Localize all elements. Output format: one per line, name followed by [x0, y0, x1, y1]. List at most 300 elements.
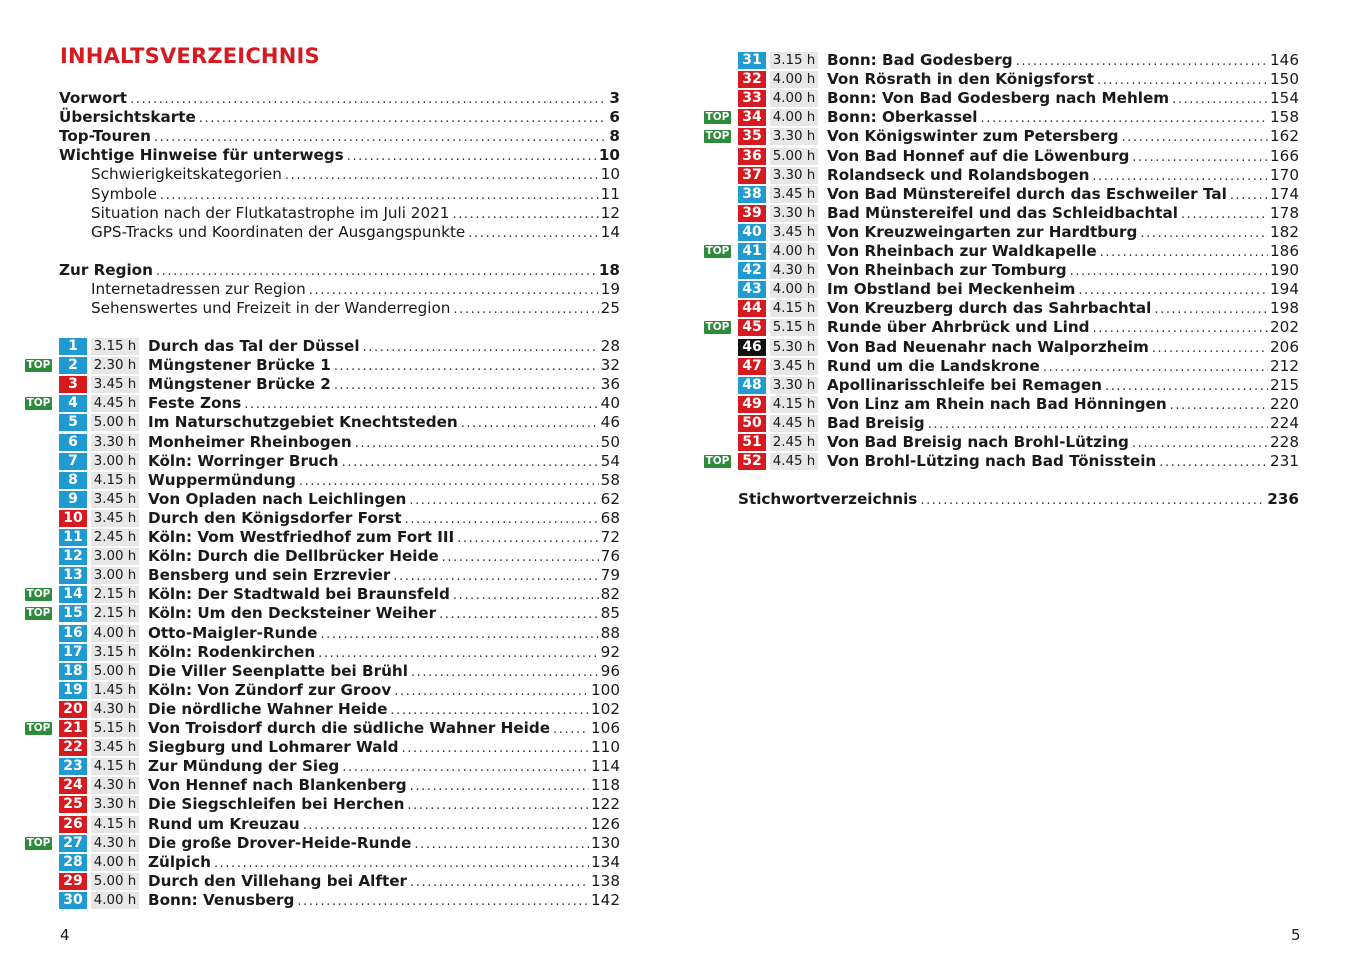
tour-line: [827, 51, 1299, 70]
tour-line: [148, 452, 620, 471]
tour-number: 27: [59, 835, 87, 852]
tour-number: 22: [59, 739, 87, 756]
dot-leader: [928, 415, 1268, 434]
toc-entry-title: Stichwortverzeichnis: [738, 490, 918, 508]
tour-page: 100: [591, 680, 620, 699]
tour-page: 228: [1270, 433, 1299, 451]
dot-leader: [394, 682, 589, 701]
tour-page: 96: [600, 661, 620, 680]
tour-duration: 3.30 h: [91, 796, 139, 813]
toc-entry-title: Situation nach der Flutkatastrophe im Juli 2021: [91, 203, 450, 222]
tour-line: [827, 299, 1299, 318]
tour-title: Bonn: Von Bad Godesberg nach Mehlem: [827, 89, 1170, 108]
tour-page: 32: [600, 356, 620, 375]
tour-line: [148, 585, 620, 604]
tour-number: 4: [59, 395, 87, 412]
dot-leader: [1170, 396, 1268, 415]
tour-duration: 2.45 h: [770, 434, 818, 451]
dot-leader: [1152, 339, 1268, 358]
tour-entry: [0, 433, 620, 452]
dot-leader: [334, 376, 599, 395]
dot-leader: [411, 663, 599, 682]
tour-number: 13: [59, 567, 87, 584]
tour-number: 30: [59, 892, 87, 909]
dot-leader: [1070, 262, 1268, 281]
tour-duration: 3.30 h: [91, 434, 139, 451]
tour-line: [827, 395, 1299, 414]
toc-entry-page: 10: [600, 165, 620, 184]
tour-page: 62: [600, 489, 620, 508]
dot-leader: [402, 739, 589, 758]
dot-leader: [285, 166, 599, 185]
tour-page: 166: [1270, 146, 1299, 165]
tour-entry: [680, 395, 1299, 414]
tour-duration: 5.00 h: [91, 663, 139, 680]
tour-page: 82: [600, 585, 620, 604]
tour-title: Durch das Tal der Düssel: [148, 337, 360, 355]
tour-line: [148, 757, 620, 776]
tour-number: 12: [59, 548, 87, 565]
tour-number: 33: [738, 90, 766, 107]
tour-page: 50: [600, 432, 620, 451]
toc-entry-page: 14: [600, 222, 620, 241]
tour-entry: [0, 795, 620, 814]
tour-page: 76: [600, 547, 620, 566]
tour-entry: [0, 853, 620, 872]
tour-page: 102: [591, 699, 620, 718]
tour-duration: 3.45 h: [91, 376, 139, 393]
tour-page: 198: [1270, 299, 1299, 318]
right-page: [680, 0, 1359, 969]
tour-title: Köln: Um den Decksteiner Weiher: [148, 604, 437, 623]
tour-entry: [0, 719, 620, 738]
tour-number: 24: [59, 777, 87, 794]
tour-duration: 4.15 h: [770, 300, 818, 317]
tour-number: 35: [738, 128, 766, 145]
toc-entry: [738, 490, 1299, 509]
tour-title: Von Brohl-Lützing nach Bad Tönisstein: [827, 452, 1157, 471]
toc-entry-page: 25: [600, 299, 620, 318]
tour-line: [827, 376, 1299, 395]
dot-leader: [244, 395, 598, 414]
tour-title: Bonn: Oberkassel: [827, 108, 978, 127]
tour-entry: [680, 452, 1299, 471]
tour-page: 114: [591, 757, 620, 776]
dot-leader: [1140, 224, 1268, 243]
tour-number: 6: [59, 434, 87, 451]
toc-entry: [59, 108, 620, 127]
tour-page: 224: [1270, 413, 1299, 432]
tour-page: 28: [600, 337, 620, 355]
dot-leader: [390, 701, 589, 720]
tour-line: [827, 166, 1299, 185]
tour-duration: 4.30 h: [91, 701, 139, 718]
tour-entry: [0, 528, 620, 547]
tour-number: 47: [738, 358, 766, 375]
tour-entry: [0, 624, 620, 643]
tour-title: Zur Mündung der Sieg: [148, 757, 340, 776]
tour-page: 190: [1270, 261, 1299, 280]
dot-leader: [1092, 167, 1268, 186]
tour-page: 220: [1270, 394, 1299, 413]
tour-duration: 2.30 h: [91, 357, 139, 374]
dot-leader: [130, 90, 607, 109]
tour-title: Die große Drover-Heide-Runde: [148, 833, 412, 852]
tour-number: 36: [738, 148, 766, 165]
toc-entry-title: Sehenswertes und Freizeit in der Wanderregion: [91, 299, 451, 318]
tour-duration: 4.00 h: [770, 243, 818, 260]
tour-number: 7: [59, 453, 87, 470]
tour-duration: 3.30 h: [770, 167, 818, 184]
top-badge: TOP: [26, 722, 51, 734]
dot-leader: [1043, 358, 1268, 377]
tour-title: Köln: Worringer Bruch: [148, 451, 339, 470]
toc-entry-page: 18: [598, 261, 620, 279]
tour-line: [148, 738, 620, 757]
tour-page: 58: [600, 470, 620, 489]
tour-line: [148, 375, 620, 394]
tour-line: [148, 433, 620, 452]
tour-number: 38: [738, 186, 766, 203]
tour-page: 150: [1270, 70, 1299, 89]
tour-line: [148, 490, 620, 509]
tour-entry: [0, 413, 620, 432]
tour-duration: 5.00 h: [91, 414, 139, 431]
tour-duration: 4.15 h: [91, 472, 139, 489]
tour-line: [148, 528, 620, 547]
tour-duration: 3.45 h: [91, 510, 139, 527]
tour-duration: 3.45 h: [91, 739, 139, 756]
dot-leader: [1100, 243, 1268, 262]
tour-title: Müngstener Brücke 2: [148, 375, 331, 394]
dot-leader: [1105, 377, 1268, 396]
tour-duration: 3.15 h: [770, 52, 818, 69]
tour-title: Durch den Königsdorfer Forst: [148, 508, 402, 527]
tour-line: [148, 681, 620, 700]
tour-number: 1: [59, 338, 87, 355]
tour-duration: 4.00 h: [770, 71, 818, 88]
tour-number: 16: [59, 625, 87, 642]
dot-leader: [920, 491, 1265, 510]
top-badge: TOP: [26, 397, 51, 410]
dot-leader: [1016, 52, 1268, 71]
tour-page: 174: [1270, 184, 1299, 203]
dot-leader: [1093, 319, 1268, 338]
tour-duration: 3.00 h: [91, 567, 139, 584]
tour-duration: 4.00 h: [770, 90, 818, 107]
tour-entry: [680, 185, 1299, 204]
tour-page: 162: [1270, 127, 1299, 146]
top-badge: TOP: [705, 111, 730, 124]
top-badge: TOP: [705, 245, 730, 257]
toc-entry-title: Internetadressen zur Region: [91, 280, 306, 299]
tour-page: 92: [600, 642, 620, 661]
dot-leader: [1132, 148, 1268, 167]
tour-title: Von Troisdorf durch die südliche Wahner Heide: [148, 719, 551, 737]
tour-title: Von Bad Neuenahr nach Walporzheim: [827, 337, 1149, 356]
tour-number: 32: [738, 71, 766, 88]
tour-line: [148, 394, 620, 413]
tour-title: Die nördliche Wahner Heide: [148, 699, 388, 718]
tour-title: Von Kreuzberg durch das Sahrbachtal: [827, 299, 1152, 318]
dot-leader: [1132, 434, 1268, 453]
tour-entry: [0, 566, 620, 585]
tour-title: Von Rheinbach zur Tomburg: [827, 261, 1067, 280]
page-number-left: 4: [60, 926, 70, 944]
tour-title: Von Rheinbach zur Waldkapelle: [827, 242, 1097, 260]
tour-line: [827, 127, 1299, 146]
tour-title: Von Kreuzweingarten zur Hardtburg: [827, 222, 1138, 241]
tour-duration: 4.15 h: [91, 758, 139, 775]
tour-title: Von Königswinter zum Petersberg: [827, 127, 1119, 146]
dot-leader: [320, 625, 598, 644]
tour-entry: [680, 357, 1299, 376]
toc-entry-title: Zur Region: [59, 261, 153, 279]
toc-entry-page: 8: [609, 127, 620, 146]
tour-page: 85: [600, 604, 620, 623]
tour-entry: [680, 147, 1299, 166]
tour-entry: [680, 242, 1299, 261]
tour-title: Apollinarisschleife bei Remagen: [827, 375, 1102, 394]
tour-duration: 4.45 h: [770, 415, 818, 432]
tour-line: [148, 509, 620, 528]
tour-number: 41: [738, 243, 766, 260]
tour-title: Von Rösrath in den Königsforst: [827, 70, 1094, 89]
tour-entry: [680, 280, 1299, 299]
tour-page: 54: [600, 451, 620, 470]
tour-duration: 3.15 h: [91, 338, 139, 355]
tour-line: [827, 223, 1299, 242]
dot-leader: [439, 605, 599, 624]
toc-entry: [59, 261, 620, 280]
tour-line: [827, 433, 1299, 452]
tour-number: 29: [59, 873, 87, 890]
dot-leader: [297, 892, 589, 911]
tour-title: Köln: Rodenkirchen: [148, 642, 316, 661]
tour-duration: 5.15 h: [770, 319, 818, 336]
tour-entry: [0, 394, 620, 413]
tour-page: 154: [1270, 89, 1299, 108]
tour-duration: 3.30 h: [770, 205, 818, 222]
tour-line: [827, 185, 1299, 204]
dot-leader: [299, 472, 599, 491]
tour-number: 39: [738, 205, 766, 222]
dot-leader: [355, 434, 599, 453]
dot-leader: [442, 548, 599, 567]
toc-entry-title: Schwierigkeitskategorien: [91, 165, 282, 184]
tour-number: 26: [59, 816, 87, 833]
tour-page: 130: [591, 833, 620, 852]
tour-duration: 2.15 h: [91, 605, 139, 622]
tour-line: [148, 662, 620, 681]
tour-page: 186: [1270, 242, 1299, 260]
toc-entry-page: 6: [609, 108, 620, 127]
dot-leader: [154, 128, 608, 147]
tour-entry: [680, 376, 1299, 395]
tour-title: Von Bad Breisig nach Brohl-Lützing: [827, 433, 1129, 451]
tour-number: 28: [59, 854, 87, 871]
tour-line: [148, 643, 620, 662]
tour-line: [827, 242, 1299, 261]
tour-page: 40: [600, 394, 620, 413]
tour-number: 43: [738, 281, 766, 298]
tour-page: 88: [600, 623, 620, 642]
tour-entry: [680, 127, 1299, 146]
tour-number: 3: [59, 376, 87, 393]
tour-number: 14: [59, 586, 87, 603]
tour-entry: [0, 681, 620, 700]
tour-number: 25: [59, 796, 87, 813]
tour-line: [827, 108, 1299, 127]
tour-line: [827, 318, 1299, 337]
dot-leader: [414, 835, 589, 854]
tour-page: 79: [600, 566, 620, 585]
tour-entry: [0, 509, 620, 528]
tour-number: 11: [59, 529, 87, 546]
tour-duration: 3.45 h: [770, 186, 818, 203]
dot-leader: [453, 300, 598, 319]
tour-line: [827, 261, 1299, 280]
tour-entry: [680, 299, 1299, 318]
tour-page: 46: [600, 413, 620, 432]
top-badge: TOP: [705, 455, 730, 468]
tour-title: Bonn: Venusberg: [148, 890, 295, 909]
tour-line: [827, 89, 1299, 108]
tour-line: [148, 891, 620, 910]
tour-title: Von Hennef nach Blankenberg: [148, 776, 407, 795]
dot-leader: [407, 796, 589, 815]
tour-duration: 4.30 h: [770, 262, 818, 279]
toc-entry-title: Vorwort: [59, 89, 128, 107]
tour-page: 170: [1270, 165, 1299, 184]
tour-page: 68: [600, 508, 620, 527]
dot-leader: [303, 816, 589, 835]
tour-title: Die Siegschleifen bei Herchen: [148, 795, 405, 814]
dot-leader: [334, 357, 599, 376]
tour-page: 212: [1270, 356, 1299, 375]
tour-number: 21: [59, 720, 87, 737]
dot-leader: [342, 453, 599, 472]
tour-number: 8: [59, 472, 87, 489]
tour-duration: 2.45 h: [91, 529, 139, 546]
tour-duration: 4.30 h: [91, 835, 139, 852]
tour-entry: [0, 471, 620, 490]
tour-title: Rolandseck und Rolandsbogen: [827, 165, 1090, 184]
tour-duration: 2.15 h: [91, 586, 139, 603]
tour-entry: [0, 585, 620, 604]
tour-title: Köln: Durch die Dellbrücker Heide: [148, 547, 439, 566]
toc-entry: [91, 185, 620, 204]
tour-line: [148, 719, 620, 738]
tour-duration: 3.30 h: [770, 128, 818, 145]
tour-page: 122: [591, 795, 620, 814]
dot-leader: [1172, 90, 1268, 109]
tour-line: [827, 414, 1299, 433]
tour-entry: [0, 662, 620, 681]
tour-entry: [0, 757, 620, 776]
top-badge: TOP: [26, 836, 51, 849]
tour-title: Von Bad Honnef auf die Löwenburg: [827, 146, 1130, 165]
toc-entry: [91, 280, 620, 299]
tour-entry: [0, 891, 620, 910]
tour-page: 182: [1270, 222, 1299, 241]
tour-duration: 5.00 h: [91, 873, 139, 890]
tour-line: [148, 547, 620, 566]
tour-duration: 4.45 h: [770, 453, 818, 470]
tour-entry: [680, 338, 1299, 357]
dot-leader: [553, 720, 589, 739]
tour-number: 48: [738, 377, 766, 394]
tour-duration: 4.00 h: [91, 854, 139, 871]
tour-duration: 1.45 h: [91, 682, 139, 699]
dot-leader: [461, 414, 599, 433]
tour-entry: [0, 700, 620, 719]
dot-leader: [410, 777, 589, 796]
toc-entry: [91, 299, 620, 318]
tour-title: Bad Münstereifel und das Schleidbachtal: [827, 203, 1178, 222]
tour-duration: 3.30 h: [770, 377, 818, 394]
tour-page: 126: [591, 814, 620, 833]
tour-title: Im Naturschutzgebiet Knechtsteden: [148, 413, 458, 432]
tour-entry: [0, 337, 620, 356]
tour-number: 10: [59, 510, 87, 527]
tour-number: 37: [738, 167, 766, 184]
tour-line: [148, 815, 620, 834]
tour-title: Bad Breisig: [827, 413, 925, 432]
tour-line: [148, 700, 620, 719]
tour-entry: [680, 51, 1299, 70]
tour-line: [148, 566, 620, 585]
tour-line: [148, 834, 620, 853]
tour-title: Siegburg und Lohmarer Wald: [148, 738, 399, 757]
tour-page: 202: [1270, 318, 1299, 337]
tour-title: Bonn: Bad Godesberg: [827, 51, 1013, 69]
tour-page: 194: [1270, 280, 1299, 299]
dot-leader: [453, 586, 599, 605]
tour-page: 178: [1270, 203, 1299, 222]
tour-line: [148, 853, 620, 872]
tour-page: 110: [591, 738, 620, 757]
tour-page: 106: [591, 719, 620, 737]
dot-leader: [199, 109, 608, 128]
tour-line: [827, 452, 1299, 471]
page-number-right: 5: [1291, 926, 1301, 944]
top-badge: TOP: [705, 130, 730, 143]
tour-entry: [0, 604, 620, 623]
tour-entry: [0, 547, 620, 566]
dot-leader: [468, 224, 598, 243]
dot-leader: [410, 873, 589, 892]
tour-page: 138: [591, 871, 620, 890]
tour-title: Monheimer Rheinbogen: [148, 432, 352, 451]
tour-duration: 3.00 h: [91, 548, 139, 565]
dot-leader: [409, 491, 598, 510]
page-title: INHALTSVERZEICHNIS: [60, 44, 320, 68]
tour-title: Von Bad Münstereifel durch das Eschweiler Tal: [827, 184, 1227, 203]
tour-duration: 4.30 h: [91, 777, 139, 794]
tour-entry: [680, 89, 1299, 108]
tour-number: 17: [59, 644, 87, 661]
tour-page: 36: [600, 375, 620, 394]
tour-page: 206: [1270, 337, 1299, 356]
tour-title: Durch den Villehang bei Alfter: [148, 871, 408, 890]
tour-number: 52: [738, 453, 766, 470]
tour-number: 49: [738, 396, 766, 413]
tour-duration: 3.45 h: [770, 358, 818, 375]
tour-entry: [0, 490, 620, 509]
dot-leader: [156, 262, 597, 281]
tour-page: 142: [591, 890, 620, 909]
